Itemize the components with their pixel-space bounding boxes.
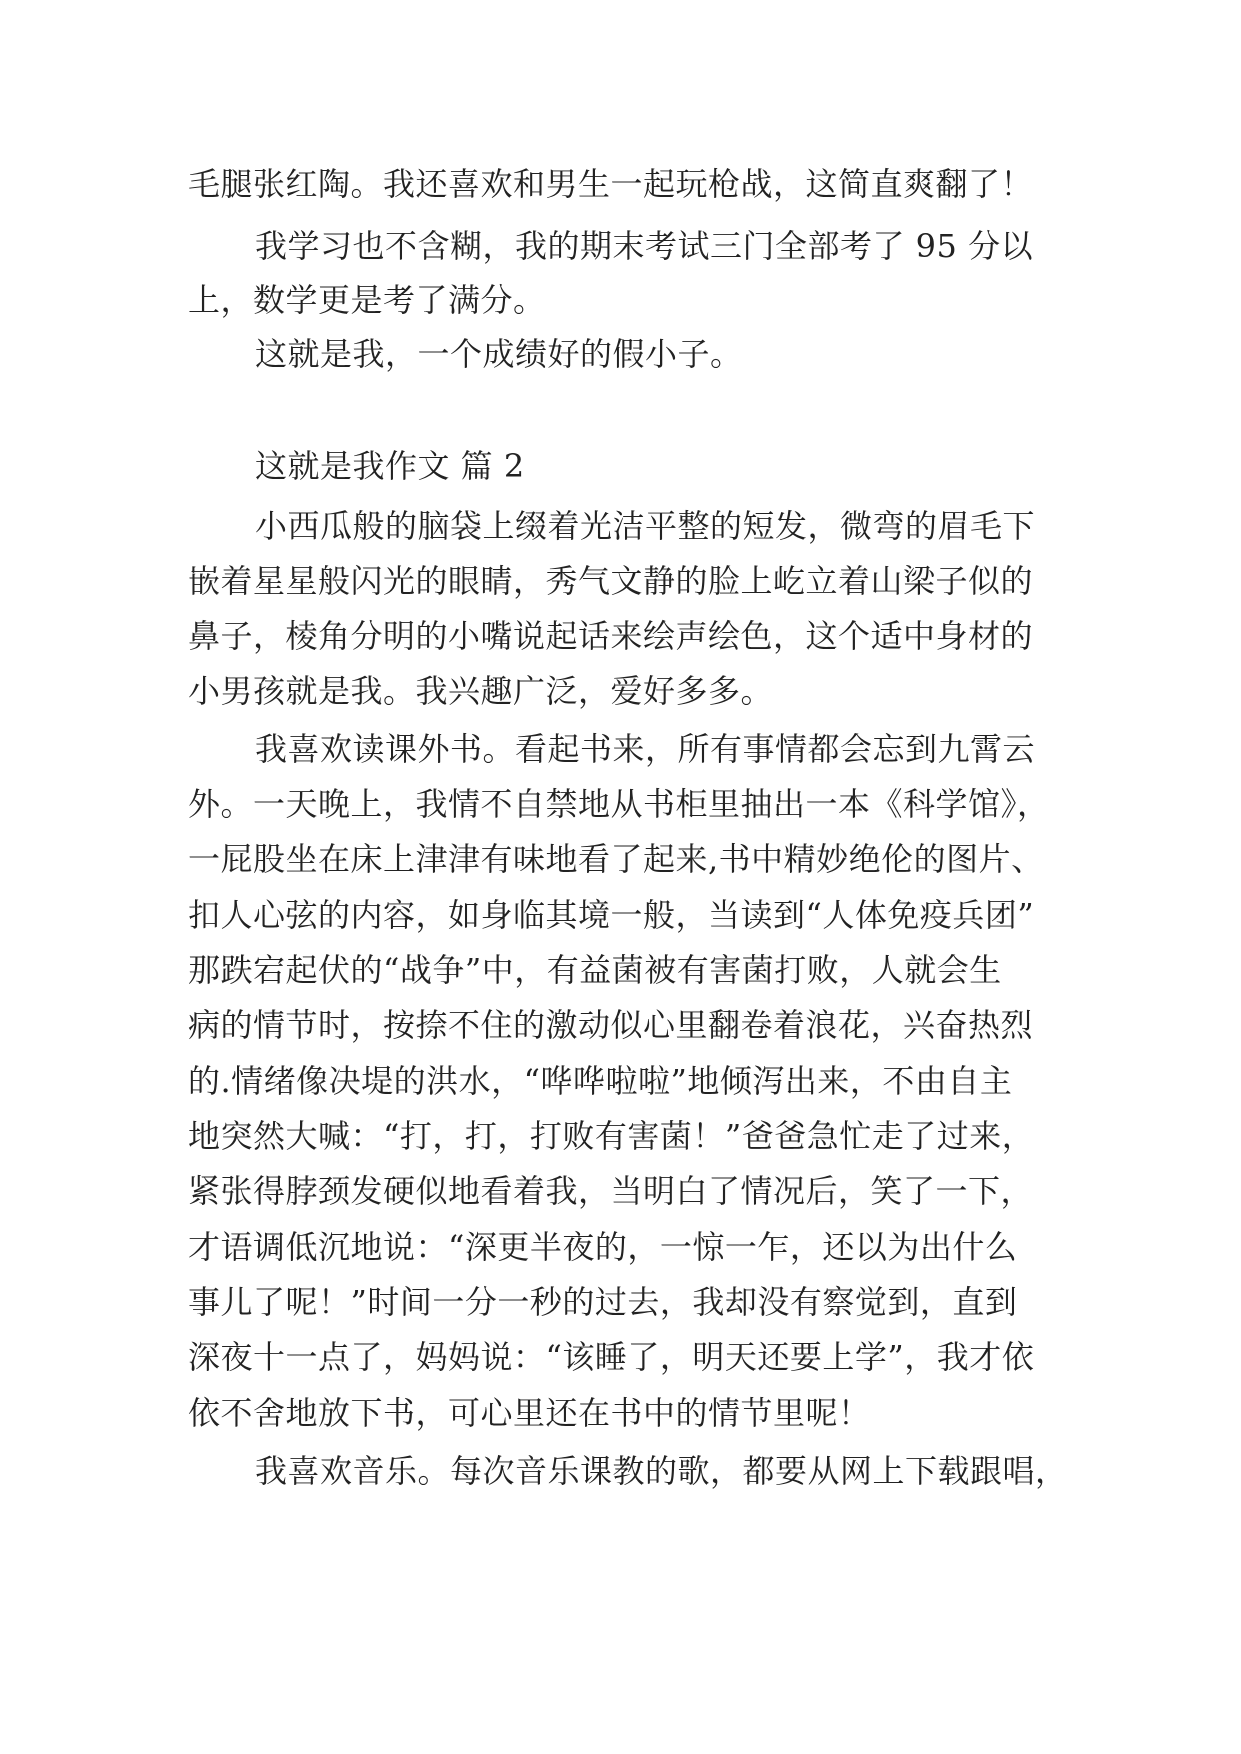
text-line: 深夜十一点了，妈妈说：“该睡了，明天还要上学”，我才依 xyxy=(188,1338,1035,1376)
text-line: 毛腿张红陶。我还喜欢和男生一起玩枪战，这简直爽翻了！ xyxy=(188,165,1034,203)
paragraph-line: 我学习也不含糊，我的期末考试三门全部考了 95 分以 xyxy=(255,227,1034,265)
paragraph-line: 这就是我，一个成绩好的假小子。 xyxy=(255,335,743,373)
text-line: 病的情节时，按捺不住的激动似心里翻卷着浪花，兴奋热烈 xyxy=(188,1006,1034,1044)
text-line: 上，数学更是考了满分。 xyxy=(188,281,546,319)
paragraph-line: 我喜欢读课外书。看起书来，所有事情都会忘到九霄云 xyxy=(255,730,1036,768)
text-line: 地突然大喊：“打，打，打败有害菌！”爸爸急忙走了过来， xyxy=(188,1117,1035,1155)
text-line: 紧张得脖颈发硬似地看着我，当明白了情况后，笑了一下， xyxy=(188,1172,1034,1210)
text-line: 才语调低沉地说：“深更半夜的，一惊一乍，还以为出什么 xyxy=(188,1228,1018,1266)
text-line: 嵌着星星般闪光的眼睛，秀气文静的脸上屹立着山梁子似的 xyxy=(188,562,1034,600)
text-line: 外。一天晚上，我情不自禁地从书柜里抽出一本《科学馆》， xyxy=(188,785,1050,823)
text-line: 依不舍地放下书，可心里还在书中的情节里呢！ xyxy=(188,1394,871,1432)
text-line: 鼻子，棱角分明的小嘴说起话来绘声绘色，这个适中身材的 xyxy=(188,617,1034,655)
paragraph-line: 小西瓜般的脑袋上缀着光洁平整的短发，微弯的眉毛下 xyxy=(255,507,1036,545)
text-line: 事儿了呢！”时间一分一秒的过去，我却没有察觉到，直到 xyxy=(188,1283,1018,1321)
text-line: 小男孩就是我。我兴趣广泛，爱好多多。 xyxy=(188,672,774,710)
text-line: 的.情绪像决堤的洪水，“哗哗啦啦”地倾泻出来，不由自主 xyxy=(188,1062,1013,1100)
text-line: 一屁股坐在床上津津有味地看了起来,书中精妙绝伦的图片、 xyxy=(188,840,1044,878)
section-heading: 这就是我作文 篇 2 xyxy=(255,447,525,485)
text-line: 扣人心弦的内容，如身临其境一般，当读到“人体免疫兵团” xyxy=(188,896,1035,934)
text-line: 那跌宕起伏的“战争”中，有益菌被有害菌打败，人就会生 xyxy=(188,951,1002,989)
paragraph-line: 我喜欢音乐。每次音乐课教的歌，都要从网上下载跟唱， xyxy=(255,1452,1068,1490)
